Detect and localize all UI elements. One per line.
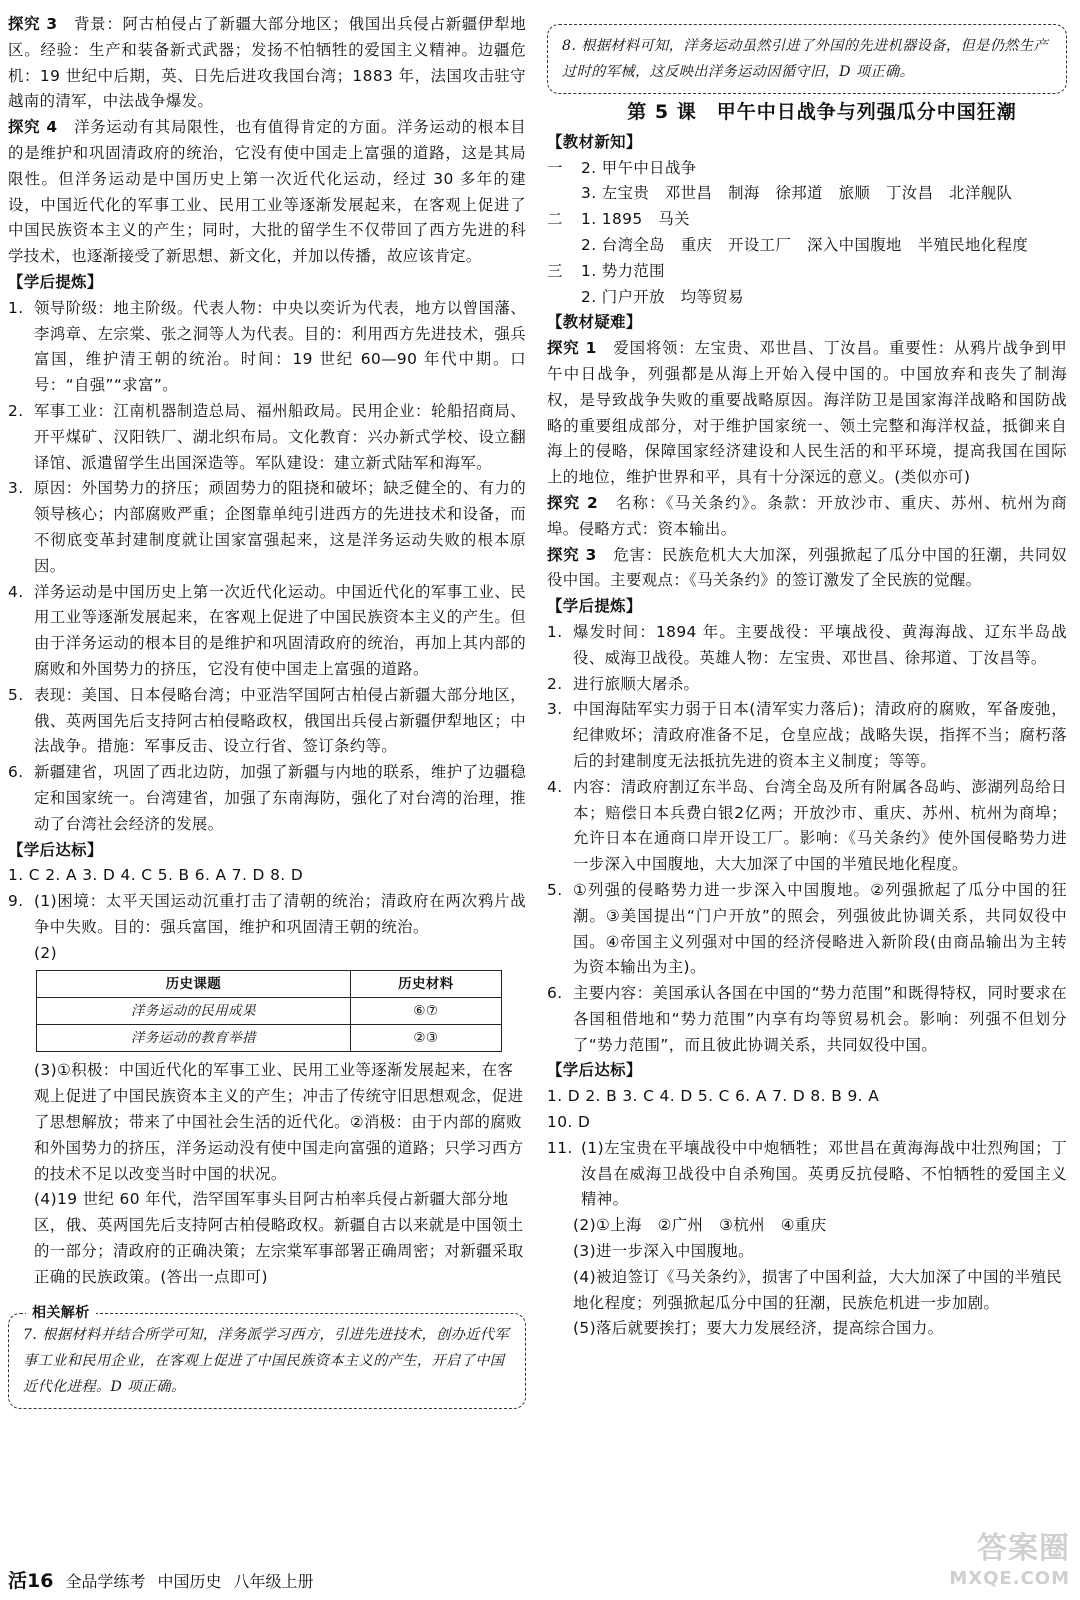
page-number: 活16 (8, 1570, 54, 1592)
tanjiu-4 (8, 115, 526, 270)
answers-line-2: 10. D (547, 1113, 591, 1132)
item-text: 军事工业：江南机器制造总局、福州船政局。民用企业：轮船招商局、开平煤矿、汉阳铁厂、湖北织布局。文化教育：兴办新式学校、设立翻译馆、派遣留学生出国深造等。军队建设：建立新式陆军和海军。 (34, 401, 526, 472)
table-row (37, 1025, 502, 1052)
tanjiu-3 (8, 12, 526, 115)
list-item (547, 697, 1067, 774)
list-item (547, 672, 1067, 698)
item-text: 领导阶级：地主阶级。代表人物：中央以奕䜣为代表，地方以曾国藩、李鸿章、左宗棠、张之洞等人为代表。目的：利用西方先进技术，强兵富国，维护清王朝的统治。时间：19 世纪 60—90 年代中期。口号：“自强”“求富”。 (34, 298, 526, 395)
item-text: 表现：美国、日本侵略台湾；中亚浩罕国阿古柏侵占新疆大部分地区，俄、英两国先后支持阿古柏侵略政权，俄国出兵侵占新疆伊犁地区；中法战争。措施：军事反击、设立行省、签订条约等。 (34, 685, 526, 756)
group-body (581, 259, 1067, 311)
q11-part-4: (4)被迫签订《马关条约》，损害了中国利益，大大加深了中国的半殖民地化程度；列强掀起瓜分中国的狂潮，民族危机进一步加剧。 (573, 1267, 1063, 1312)
analysis-box (8, 1304, 526, 1409)
page-footer (8, 1566, 314, 1593)
list-item (8, 760, 526, 837)
list-item (8, 399, 526, 476)
group-body (581, 156, 1067, 208)
list-item: 2. 甲午中日战争 (581, 158, 697, 177)
item-text: 原因：外国势力的挤压；顽固势力的阻挠和破坏；缺乏健全的、有力的领导核心；内部腐败严重；企图靠单纯引进西方的先进技术和设备，而不彻底变革封建制度就让国家富强起来，这是洋务运动失败的根本原因。 (34, 479, 526, 575)
section-title-yinan: 【教材疑难】 (547, 313, 642, 332)
section-title-dabiao: 【学后达标】 (8, 840, 103, 859)
answers-line: 1. D 2. B 3. C 4. D 5. C 6. A 7. D 8. B 9. A (547, 1087, 880, 1106)
list-item: 2. 台湾全岛 重庆 开设工厂 深入中国腹地 半殖民地化程度 (581, 235, 1029, 254)
question-number: 9. (8, 892, 24, 911)
tanjiu-2-label: 探究 2 (547, 493, 599, 512)
watermark (949, 1531, 1070, 1594)
subject: 中国历史 (157, 1572, 222, 1591)
tanjiu-3-text: 背景：阿古柏侵占了新疆大部分地区；俄国出兵侵占新疆伊犁地区。经验：生产和装备新式武器；发扬不怕牺牲的爱国主义精神。边疆危机：19 世纪中后期，英、日先后进攻我国台湾；1883 年，法国攻击驻守越南的清军，中法战争爆发。 (8, 15, 527, 111)
tanjiu-3-text: 危害：民族危机大大加深，列强掀起了瓜分中国的狂潮，共同奴役中国。主要观点：《马关条约》的签订激发了全民族的觉醒。 (547, 545, 1068, 590)
tilian-list (547, 620, 1067, 1059)
watermark-line-2: MXQE.COM (949, 1568, 1070, 1589)
tanjiu-1 (547, 336, 1067, 491)
tanjiu-1-label: 探究 1 (547, 339, 597, 358)
grade: 八年级上册 (233, 1572, 314, 1591)
item-number: 3. (8, 479, 24, 498)
tanjiu-2 (547, 491, 1067, 543)
tanjiu-3-label: 探究 3 (8, 15, 58, 33)
list-item (547, 775, 1067, 878)
item-text: 新疆建省，巩固了西北边防，加强了新疆与内地的联系，维护了边疆稳定和国家统一。台湾建省，加强了东南海防，强化了对台湾的治理，推动了台湾社会经济的发展。 (34, 763, 526, 833)
left-column (8, 12, 526, 1409)
analysis-7: 7. 根据材料并结合所学可知，洋务派学习西方，引进先进技术，创办近代军事工业和民用企业，在客观上促进了中国民族资本主义的产生，开启了中国近代化进程。D 项正确。 (8, 1313, 526, 1409)
group-number: 一 (547, 158, 563, 177)
list-item: 1. 势力范围 (581, 261, 665, 280)
q9-part-3: (3)①积极：中国近代化的军事工业、民用工业等逐渐发展起来，在客观上促进了中国民族资本主义的产生；冲击了传统守旧思想观念，促进了思想解放；带来了中国社会生活的近代化。②消极：由于内部的腐败和外国势力的挤压，洋务运动没有使中国走向富强的道路；只学习西方的技术不足以改变当时中国的状况。 (34, 1061, 524, 1183)
group-number: 三 (547, 261, 563, 280)
tanjiu-4-text: 洋务运动有其局限性，也有值得肯定的方面。洋务运动的根本目的是维护和巩固清政府的统治，它没有使中国走上富强的道路，这是其局限性。但洋务运动是中国历史上第一次近代化运动，经过 30 多年的建设，中国近代化的军事工业、民用工业等逐渐发展起来，在客观上促进了中国民族资本主义的产生；同时，大批的留学生不仅带回了西方先进的科学技术，也逐渐接受了新思想、新文化，并加以传播，故应该肯定。 (8, 118, 527, 266)
item-number: 6. (547, 984, 563, 1003)
tanjiu-3-right (547, 543, 1067, 595)
item-number: 1. (8, 298, 24, 317)
book-title: 全品学练考 (65, 1572, 146, 1591)
item-text: 洋务运动是中国历史上第一次近代化运动。中国近代化的军事工业、民用工业等逐渐发展起来，在客观上促进了中国民族资本主义的产生。但由于洋务运动的根本目的是维护和巩固清政府的统治，再加上其内部的腐败和外国势力的挤压，它没有使中国走上富强的道路。 (34, 582, 526, 678)
table-row (37, 998, 502, 1025)
analysis-title: 相关解析 (26, 1301, 96, 1327)
list-item (547, 878, 1067, 981)
list-item (8, 476, 526, 579)
section-title-tilian: 【学后提炼】 (8, 272, 103, 291)
list-item (8, 683, 526, 760)
q11-part-2: (2)①上海 ②广州 ③杭州 ④重庆 (573, 1216, 827, 1235)
tanjiu-4-label: 探究 4 (8, 118, 58, 137)
section-title-dabiao: 【学后达标】 (547, 1061, 642, 1080)
item-text: 主要内容：美国承认各国在中国的“势力范围”和既得特权，同时要求在各国租借地和“势力范围”内享有均等贸易机会。影响：列强不但划分了“势力范围”，而且彼此协调关系，共同奴役中国。 (573, 984, 1067, 1054)
q11-part-3: (3)进一步深入中国腹地。 (573, 1242, 754, 1261)
section-title-tilian: 【学后提炼】 (547, 597, 642, 616)
item-text: ①列强的侵略势力进一步深入中国腹地。②列强掀起了瓜分中国的狂潮。③美国提出“门户开放”的照会，列强彼此协调关系，共同奴役中国。④帝国主义列强对中国的经济侵略进入新阶段(由商品输出为主转为资本输出为主)。 (573, 880, 1067, 977)
table-cell: 洋务运动的教育举措 (37, 1025, 351, 1052)
list-item (8, 296, 526, 399)
item-number: 5. (8, 685, 24, 704)
item-text: 爆发时间：1894 年。主要战役：平壤战役、黄海海战、辽东半岛战役、威海卫战役。英雄人物：左宝贵、邓世昌、徐邦道、丁汝昌等。 (573, 622, 1067, 667)
watermark-line-1: 答案圈 (977, 1531, 1070, 1566)
tanjiu-3-label: 探究 3 (547, 545, 597, 564)
item-text: 中国海陆军实力弱于日本(清军实力落后)；清政府的腐败，军备废弛，纪律败坏；清政府准备不足，仓皇应战；战略失误，指挥不当；腐朽落后的封建制度无法抵抗先进的资本主义制度；等等。 (573, 700, 1067, 770)
table-header-row (37, 971, 502, 998)
group-number: 二 (547, 210, 563, 229)
list-item (8, 580, 526, 683)
list-item: 1. 1895 马关 (581, 210, 690, 229)
item-text: 进行旅顺大屠杀。 (573, 674, 700, 693)
answers-line: 1. C 2. A 3. D 4. C 5. B 6. A 7. D 8. D (8, 866, 304, 885)
list-item: 3. 左宝贵 邓世昌 制海 徐邦道 旅顺 丁汝昌 北洋舰队 (581, 184, 1013, 203)
list-item (547, 981, 1067, 1058)
item-number: 4. (8, 582, 24, 601)
q11-part-1: (1)左宝贵在平壤战役中中炮牺牲；邓世昌在黄海海战中壮烈殉国；丁汝昌在威海卫战役中自杀殉国。英勇反抗侵略、不怕牺牲的爱国主义精神。 (581, 1138, 1067, 1209)
xinzhi-group (547, 156, 1067, 208)
right-column (547, 12, 1067, 1342)
analysis-8: 8. 根据材料可知，洋务运动虽然引进了外国的先进机器设备，但是仍然生产过时的军械，这反映出洋务运动因循守旧，D 项正确。 (547, 24, 1067, 94)
list-item: 2. 门户开放 均等贸易 (581, 287, 744, 306)
item-number: 5. (547, 880, 563, 899)
list-item (547, 620, 1067, 672)
table-cell: 洋务运动的民用成果 (37, 998, 351, 1025)
question-number: 11. (547, 1138, 573, 1157)
table-cell: ⑥⑦ (350, 998, 501, 1025)
history-table (36, 970, 502, 1052)
question-9 (8, 889, 526, 966)
question-11 (547, 1136, 1067, 1213)
tanjiu-1-text: 爱国将领：左宝贵、邓世昌、丁汝昌。重要性：从鸦片战争到甲午中日战争，列强都是从海上开始入侵中国的。中国放弃和丧失了制海权，是导致战争失败的重要战略原因。海洋防卫是国家海洋战略和国防战略的重要组成部分，对于维护国家统一、领土完整和海洋权益，抵御来自海上的侵略，保障国家经济建设和人民生活的和平环境，提高我国在国际上的地位，维护世界和平，具有十分深远的意义。(类似亦可) (547, 339, 1068, 487)
item-text: 内容：清政府割辽东半岛、台湾全岛及所有附属各岛屿、澎湖列岛给日本；赔偿日本兵费白银2亿两；开放沙市、重庆、苏州、杭州为商埠；允许日本在通商口岸开设工厂。影响：《马关条约》使外国侵略势力进一步深入中国腹地，大大加深了中国的半殖民地化程度。 (573, 777, 1067, 874)
item-number: 1. (547, 622, 563, 641)
q9-part-2: (2) (34, 943, 58, 962)
q11-part-5: (5)落后就要挨打；要大力发展经济，提高综合国力。 (573, 1319, 944, 1338)
item-number: 4. (547, 777, 563, 796)
q9-part-1: (1)困境：太平天国运动沉重打击了清朝的统治；清政府在两次鸦片战争中失败。目的：强兵富国，维护和巩固清王朝的统治。 (34, 892, 526, 936)
section-title-xinzhi: 【教材新知】 (547, 132, 642, 151)
xinzhi-group (547, 207, 1067, 259)
lesson-title: 第 5 课 甲午中日战争与列强瓜分中国狂潮 (627, 101, 1017, 123)
item-number: 2. (547, 674, 563, 693)
tanjiu-2-text: 名称：《马关条约》。条款：开放沙市、重庆、苏州、杭州为商埠。侵略方式：资本输出。 (547, 493, 1067, 538)
question-9-body (34, 889, 526, 966)
table-header: 历史材料 (350, 971, 501, 998)
xinzhi-group (547, 259, 1067, 311)
tilian-list (8, 296, 526, 838)
item-number: 3. (547, 700, 563, 719)
item-number: 2. (8, 401, 24, 420)
table-header: 历史课题 (37, 971, 351, 998)
table-cell: ②③ (350, 1025, 501, 1052)
item-number: 6. (8, 763, 24, 782)
group-body (581, 207, 1067, 259)
q9-part-4: (4)19 世纪 60 年代，浩罕国军事头目阿古柏率兵侵占新疆大部分地区，俄、英两国先后支持阿古柏侵略政权。新疆自古以来就是中国领土的一部分；清政府的正确决策；左宗棠军事部署正确周密；对新疆采取正确的民族政策。(答出一点即可) (34, 1190, 524, 1286)
